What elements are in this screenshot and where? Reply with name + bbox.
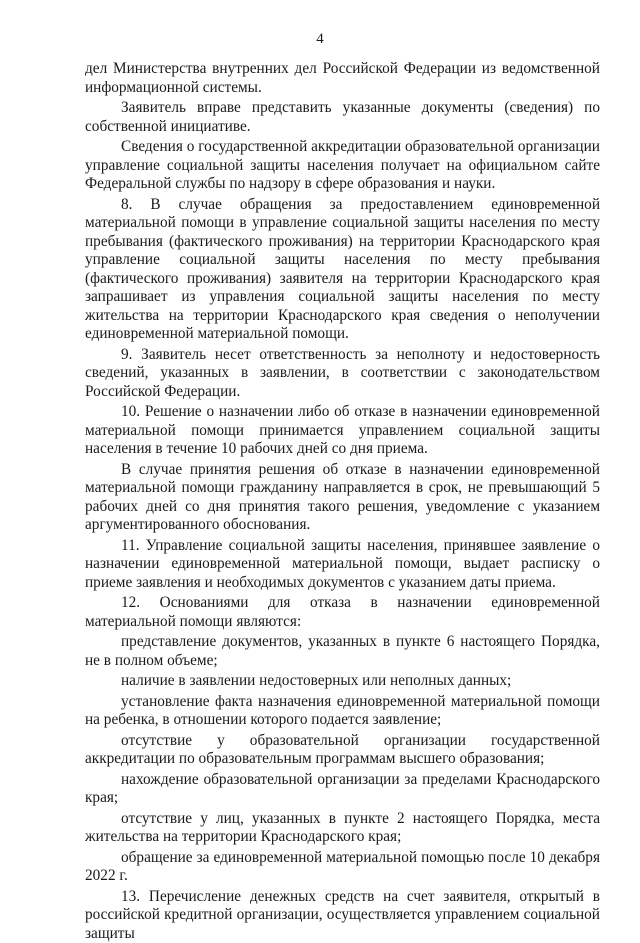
paragraph: отсутствие у образовательной организации государственной аккредитации по образовательным программам высшего образования; bbox=[85, 732, 600, 769]
paragraph: установление факта назначения единовременной материальной помощи на ребенка, в отношении которого подается заявление; bbox=[85, 693, 600, 730]
paragraph: Сведения о государственной аккредитации образовательной организации управление социальной защиты населения получает на официальном сайте Федеральной службы по надзору в сфере образования и науки. bbox=[85, 138, 600, 194]
paragraph: дел Министерства внутренних дел Российской Федерации из ведомственной информационной системы. bbox=[85, 60, 600, 97]
paragraph: 10. Решение о назначении либо об отказе в назначении единовременной материальной помощи принимается управлением социальной защиты населения в течение 10 рабочих дней со дня приема. bbox=[85, 403, 600, 459]
paragraph: нахождение образовательной организации за пределами Краснодарского края; bbox=[85, 771, 600, 808]
document-body bbox=[85, 60, 600, 943]
paragraph: 11. Управление социальной защиты населения, принявшее заявление о назначении единовременной материальной помощи, выдает расписку о приеме заявления и необходимых документов с указанием даты приема. bbox=[85, 537, 600, 593]
paragraph: Заявитель вправе представить указанные документы (сведения) по собственной инициативе. bbox=[85, 99, 600, 136]
page-number: 4 bbox=[0, 30, 640, 48]
paragraph: 8. В случае обращения за предоставлением единовременной материальной помощи в управление социальной защиты населения по месту пребывания (фактического проживания) на территории Краснодарского края управление социальной защиты населения по месту пребывания (фактического проживания) заявителя на территории Краснодарского края запрашивает из управления социальной защиты населения по месту жительства на территории Краснодарского края сведения о неполучении единовременной материальной помощи. bbox=[85, 196, 600, 344]
paragraph: 12. Основаниями для отказа в назначении единовременной материальной помощи являются: bbox=[85, 594, 600, 631]
paragraph: 9. Заявитель несет ответственность за неполноту и недостоверность сведений, указанных в заявлении, в соответствии с законодательством Российской Федерации. bbox=[85, 346, 600, 402]
paragraph: представление документов, указанных в пункте 6 настоящего Порядка, не в полном объеме; bbox=[85, 633, 600, 670]
paragraph: 13. Перечисление денежных средств на счет заявителя, открытый в российской кредитной организации, осуществляется управлением социальной защиты bbox=[85, 888, 600, 943]
paragraph: В случае принятия решения об отказе в назначении единовременной материальной помощи гражданину направляется в срок, не превышающий 5 рабочих дней со дня принятия такого решения, уведомление с указанием аргументированного обоснования. bbox=[85, 461, 600, 535]
paragraph: обращение за единовременной материальной помощью после 10 декабря 2022 г. bbox=[85, 849, 600, 886]
paragraph: наличие в заявлении недостоверных или неполных данных; bbox=[85, 672, 600, 691]
paragraph: отсутствие у лиц, указанных в пункте 2 настоящего Порядка, места жительства на территории Краснодарского края; bbox=[85, 810, 600, 847]
